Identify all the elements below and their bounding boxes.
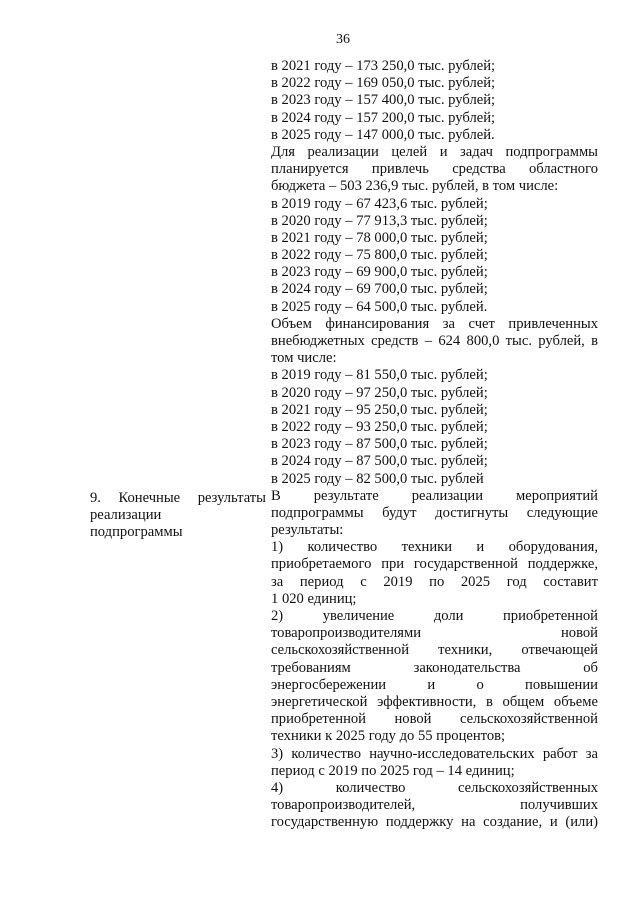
- extrabudget-year-line: в 2021 году – 95 250,0 тыс. рублей;: [271, 401, 488, 418]
- result-item-2-line: энергетической эффективности, в общем объеме: [271, 693, 598, 710]
- budget-year-line: в 2025 году – 147 000,0 тыс. рублей.: [271, 126, 495, 143]
- result-item-1-line: 1 020 единиц;: [271, 590, 357, 607]
- page-number: 36: [336, 32, 350, 47]
- result-item-4-line: товаропроизводителей, получивших: [271, 797, 598, 814]
- result-item-3-line: период с 2019 по 2025 год – 14 единиц;: [271, 762, 515, 779]
- budget-year-line: в 2021 году – 173 250,0 тыс. рублей;: [271, 58, 496, 74]
- regional-intro-line: бюджета – 503 236,9 тыс. рублей, в том числе:: [271, 178, 559, 195]
- extrabudget-intro-line: Объем финансирования за счет привлеченных: [271, 315, 598, 332]
- result-item-1-line: 1) количество техники и оборудования,: [271, 539, 598, 556]
- section-label-line: 9. Конечные результаты: [90, 490, 266, 506]
- results-intro-line: В результате реализации мероприятий: [271, 487, 598, 504]
- extrabudget-year-line: в 2019 году – 81 550,0 тыс. рублей;: [271, 367, 488, 384]
- extrabudget-intro-line: внебюджетных средств – 624 800,0 тыс. рублей, в: [271, 333, 598, 349]
- result-item-2-line: сельскохозяйственной техники, отвечающей: [271, 642, 598, 659]
- extrabudget-year-line: в 2025 году – 82 500,0 тыс. рублей: [271, 470, 484, 487]
- result-item-2-line: приобретенной новой сельскохозяйственной: [271, 711, 598, 728]
- regional-intro-line: Для реализации целей и задач подпрограммы: [271, 143, 598, 160]
- section-label-line: подпрограммы: [90, 524, 183, 541]
- results-intro-line: подпрограммы будут достигнуты следующие: [271, 504, 598, 521]
- result-item-3-line: 3) количество научно-исследовательских работ за: [271, 745, 598, 762]
- result-item-1-line: приобретаемого при государственной поддержке,: [271, 556, 598, 573]
- section-label-line: реализации: [90, 507, 162, 524]
- regional-year-line: в 2020 году – 77 913,3 тыс. рублей;: [271, 212, 488, 229]
- extrabudget-year-line: в 2022 году – 93 250,0 тыс. рублей;: [271, 418, 488, 435]
- regional-intro-line: планируется привлечь средства областного: [271, 161, 598, 178]
- result-item-2-line: требованиям законодательства об: [271, 659, 598, 676]
- result-item-4-line: 4) количество сельскохозяйственных: [271, 779, 598, 796]
- budget-year-line: в 2024 году – 157 200,0 тыс. рублей;: [271, 109, 496, 126]
- regional-year-line: в 2022 году – 75 800,0 тыс. рублей;: [271, 247, 488, 264]
- result-item-2-line: техники к 2025 году до 55 процентов;: [271, 728, 506, 745]
- extrabudget-intro-line: том числе:: [271, 350, 337, 367]
- extrabudget-year-line: в 2024 году – 87 500,0 тыс. рублей;: [271, 453, 488, 470]
- budget-year-line: в 2023 году – 157 400,0 тыс. рублей;: [271, 92, 496, 109]
- results-intro-line: результаты:: [271, 522, 344, 539]
- regional-year-line: в 2019 году – 67 423,6 тыс. рублей;: [271, 195, 488, 212]
- result-item-2-line: 2) увеличение доли приобретенной: [271, 608, 598, 624]
- regional-year-line: в 2024 году – 69 700,0 тыс. рублей;: [271, 281, 488, 298]
- result-item-2-line: товаропроизводителями новой: [271, 625, 598, 642]
- result-item-4-line: государственную поддержку на создание, и (или): [271, 814, 598, 831]
- result-item-2-line: энергосбережении и о повышении: [271, 676, 598, 693]
- regional-year-line: в 2021 году – 78 000,0 тыс. рублей;: [271, 229, 488, 246]
- extrabudget-year-line: в 2020 году – 97 250,0 тыс. рублей;: [271, 384, 488, 401]
- result-item-1-line: за период с 2019 по 2025 год составит: [271, 573, 598, 590]
- budget-year-line: в 2022 году – 169 050,0 тыс. рублей;: [271, 75, 496, 92]
- regional-year-line: в 2025 году – 64 500,0 тыс. рублей.: [271, 298, 488, 315]
- regional-year-line: в 2023 году – 69 900,0 тыс. рублей;: [271, 264, 488, 281]
- extrabudget-year-line: в 2023 году – 87 500,0 тыс. рублей;: [271, 436, 488, 453]
- section-9-label: [90, 490, 266, 542]
- right-column: [271, 58, 598, 831]
